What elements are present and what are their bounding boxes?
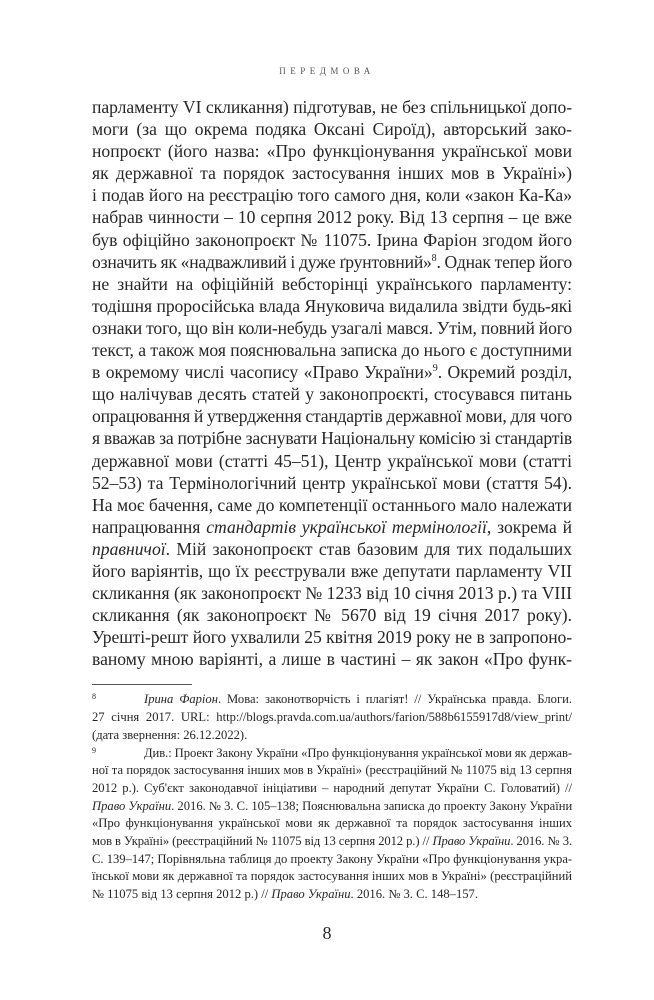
footnote-line [92,798,572,816]
footnote-ref-9[interactable]: 9 [432,363,438,375]
text-line: я вважав за потрібне заснувати Національну комісію зі стандартів [92,428,572,449]
text-line [92,251,572,273]
footnote-ref-8[interactable]: 8 [431,252,437,264]
text-line: скликання (як законопроєкт № 5670 від 19 січня 2017 року). [92,605,572,626]
text-line: скликання (як законопроєкт № 1233 від 10 січня 2013 р.) та VIII [92,583,572,604]
footnote-line: 27 січня 2017. URL: http://blogs.pravda.com.ua/authors/farion/588b6155917d8/view_print/ [92,710,572,725]
text-line [92,538,572,560]
text-line: На моє бачення, саме до компетенції останнього мало належати [92,494,572,515]
text-line: що налічував десять статей у законопроєкті, стосувався питань [92,384,572,405]
footnote-line [92,886,572,904]
text-segment: мов в Україні» (реєстраційний № 11075 від 13 серпня 2012 р.) // [92,834,433,849]
text-line: як державної та порядок застосування інших мов в Україні») [92,163,572,184]
text-segment: . 2016. № 3. [510,834,573,849]
text-segment: , зокрема й [486,516,572,537]
text-segment: в окремому числі часопису «Право України» [92,362,433,383]
text-segment: . Однак тепер його [436,251,572,272]
text-segment: № 11075 від 13 серпня 2012 р.) // [92,887,272,902]
text-line: набрав чинности – 10 серпня 2012 року. Від 13 серпня – це вже [92,207,572,228]
italic-text: Право України [92,798,172,813]
text-segment: . Окремий розділ, [437,362,573,383]
text-line: державної мови (статті 45–51), Центр української мови (статті [92,450,572,471]
text-line: ваному мною варіянті, а лише в частині – як закон «Про функ- [92,649,572,670]
text-segment: напрацювання [92,516,207,537]
text-segment: означить як «надважливий і дуже ґрунтовний» [92,251,432,272]
italic-text: стандартів української термінології [206,516,487,537]
italic-text: Ірина Фаріон [144,692,218,707]
footnote-line: 9 Див.: Проект Закону України «Про функціонування української мови як держав- [92,745,572,760]
footnote-line: їнської мови як державної та порядок застосування інших мов в Україні» (реєстраційний [92,869,572,884]
text-line: опрацювання й утвердження стандартів державної мови, для чого [92,406,572,427]
text-segment: . 2016. № 3. С. 105–138; Пояснювальна записка до проекту Закону України [171,798,573,813]
text-segment: . Мова: законотворчість і плагіят! // Українська правда. Блоги. [217,692,573,707]
footnote-separator [92,684,192,685]
text-line: не знайти на офіційній вебсторінці українського парламенту: [92,273,572,294]
text-segment: . 2016. № 3. С. 148–157. [350,887,478,902]
footnote-line: ної та порядок застосування інших мов в Україні» (реєстраційний № 11075 від 13 серпня [92,763,572,778]
text-line: моги (за що окрема подяка Оксані Сироїд), авторський зако- [92,119,572,140]
text-line: і подав його на реєстрацію того самого дня, коли «закон Ка-Ка» [92,185,572,206]
text-line: 52–53) та Термінологічний центр української мови (стаття 54). [92,472,572,493]
text-line [92,361,572,383]
running-head: ПЕРЕДМОВА [279,66,375,76]
text-segment: . Мій законопроєкт став базовим для тих подальших [165,538,572,559]
italic-text: Право України [432,834,511,849]
footnotes [92,691,572,903]
text-line: Урешті-решт його ухвалили 25 квітня 2019 року не в запропоно- [92,627,572,648]
text-line: парламенту VI скликання) підготував, не без спільницької допо- [92,97,572,117]
text-line: ознаки того, що він коли-небудь узагалі мався. Утім, повний його [92,317,572,338]
footnote-line [92,833,572,851]
text-line [92,516,572,538]
footnote-line: (дата звернення: 26.12.2022). [92,727,248,742]
footnote-line: 2012 р.). Суб'єкт законодавчої ініціативи – народний депутат України С. Головатий) // [92,780,572,795]
text-line: тодішня проросійська влада Януковича видалила звідти будь-які [92,295,572,316]
text-line: нопроєкт (його назва: «Про функціонування української мови [92,141,572,162]
footnote-line: 8 Ірина Фаріон. Мова: законотворчість і плагіят! // Українська правда. Блоги. [92,692,573,707]
italic-text: Право України [271,887,351,902]
text-line: його варіянтів, що їх реєстрували вже депутати парламенту VII [92,560,572,581]
text-line: був офіційно законопроєкт № 11075. Ірина Фаріон згодом його [92,229,572,250]
main-text [92,96,572,670]
page-number: 8 [322,922,332,943]
text-segment: Див.: Проект Закону України «Про функціонування української мови як держав- [144,745,572,760]
italic-text: правничої [92,538,166,559]
footnote-line: «Про функціонування української мови як державної та порядок застосування інших [92,816,572,831]
text-line: текст, а також моя пояснювальна записка до нього є доступними [92,340,572,361]
footnote-line: С. 139–147; Порівняльна таблиця до проекту Закону України «Про функціонування укра- [92,851,573,866]
